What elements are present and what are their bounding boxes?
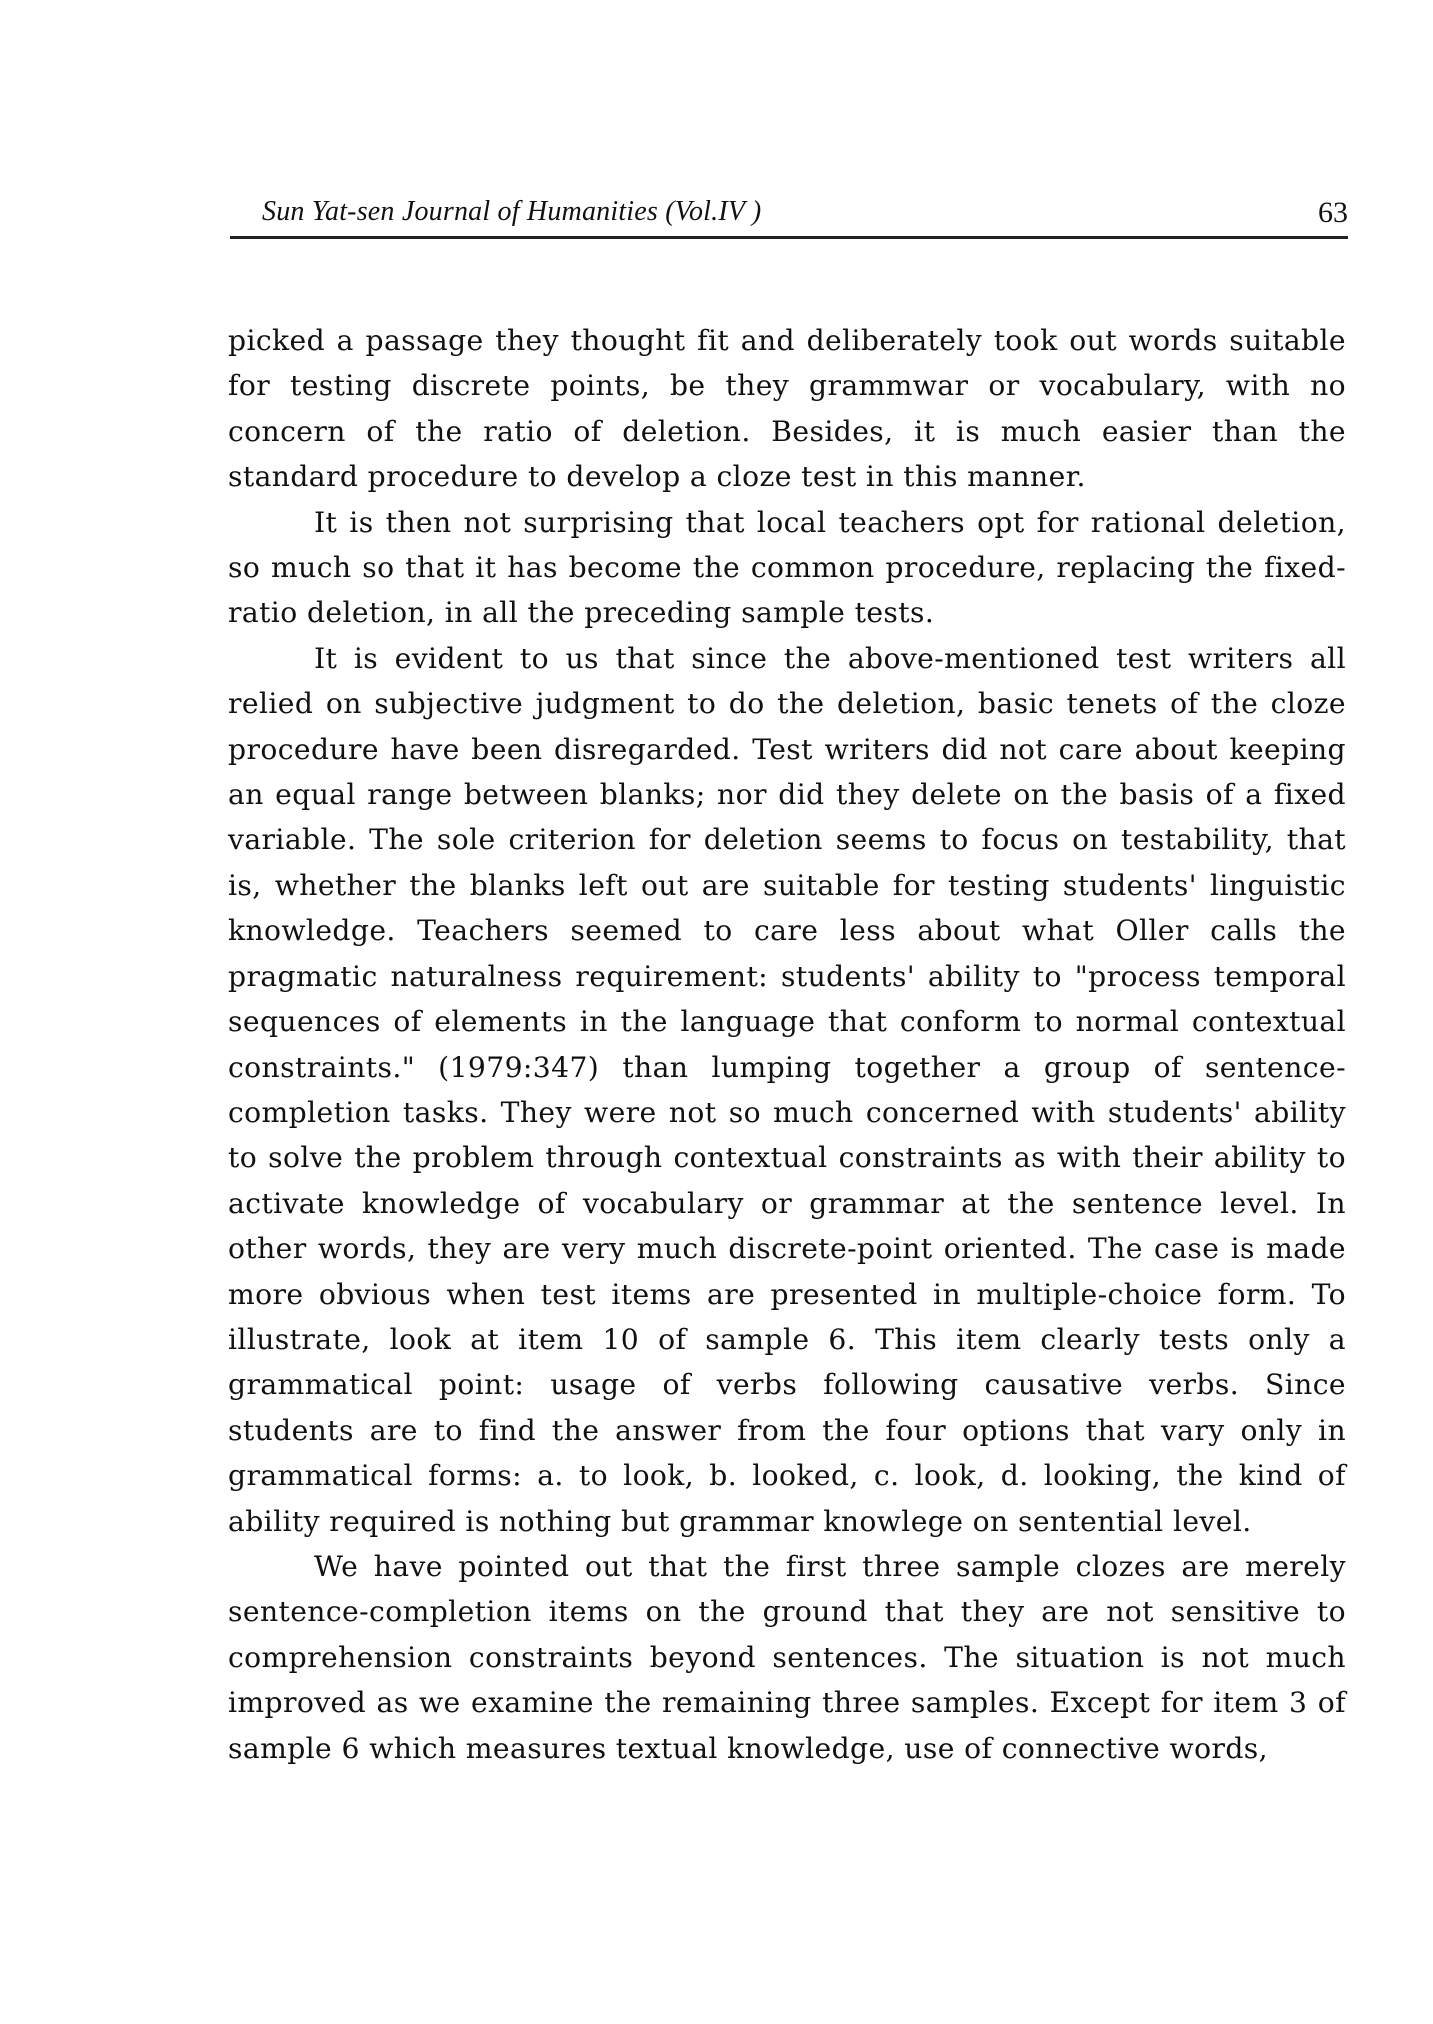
journal-title: Sun Yat-sen Journal of Humanities (Vol.IV ) — [262, 196, 762, 227]
paragraph-2: It is then not surprising that local teachers opt for rational deletion, so much so that it has become the common procedure, replacing the fixed-ratio deletion, in all the preceding sample tests. — [228, 505, 1346, 630]
running-header — [230, 186, 1348, 239]
paragraph-1: picked a passage they thought fit and deliberately took out words suitable for testing discrete points, be they grammwar or vocabulary, with no concern of the ratio of deletion. Besides, it is much easier than the standard procedure to develop a cloze test in this manner. — [228, 324, 1346, 494]
body-text — [228, 318, 1346, 1771]
paragraph-3: It is evident to us that since the above-mentioned test writers all relied on subjective judgment to do the deletion, basic tenets of the cloze procedure have been disregarded. Test writers did not care about keeping an equal range between blanks; nor did they delete on the basis of a fixed variable. The sole criterion for deletion seems to focus on testability, that is, whether the blanks left out are suitable for testing students' linguistic knowledge. Teachers seemed to care less about what Oller calls the pragmatic naturalness requirement: students' ability to "process temporal sequences of elements in the language that conform to normal contextual constraints." (1979:347) than lumping together a group of sentence-completion tasks. They were not so much concerned with students' ability to solve the problem through contextual constraints as with their ability to activate knowledge of vocabulary or grammar at the sentence level. In other words, they are very much discrete-point oriented. The case is made more obvious when test items are presented in multiple-choice form. To illustrate, look at item 10 of sample 6. This item clearly tests only a grammatical point: usage of verbs following causative verbs. Since students are to find the answer from the four options that vary only in grammatical forms: a. to look, b. looked, c. look, d. looking, the kind of ability required is nothing but grammar knowlege on sentential level. — [228, 641, 1346, 1538]
paragraph-4: We have pointed out that the first three sample clozes are merely sentence-completion items on the ground that they are not sensitive to comprehension constraints beyond sentences. The situation is not much improved as we examine the remaining three samples. Except for item 3 of sample 6 which measures textual knowledge, use of connective words, — [228, 1549, 1346, 1765]
page-number: 63 — [1318, 196, 1348, 229]
